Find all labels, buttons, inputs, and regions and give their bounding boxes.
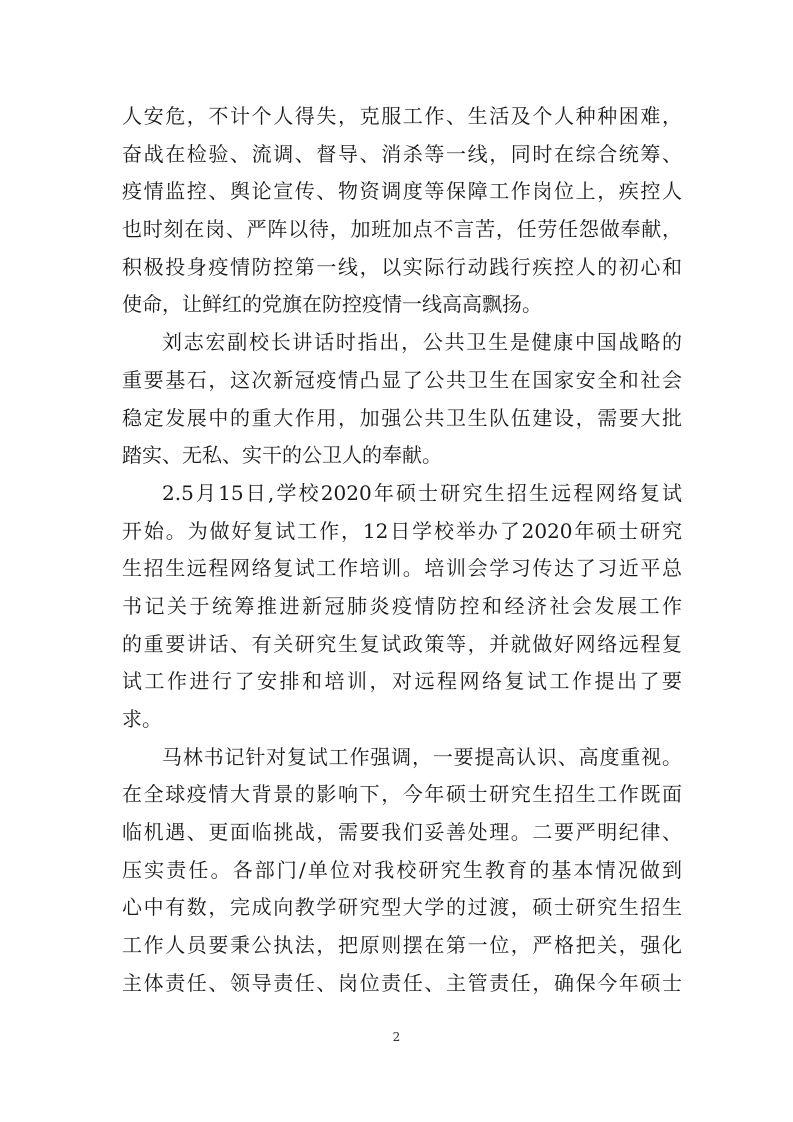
text-line: 主体责任、领导责任、岗位责任、主管责任，确保今年硕士 [122, 970, 682, 995]
text-line: 临机遇、更面临挑战，需要我们妥善处理。二要严明纪律、 [122, 820, 682, 845]
text-line: 人安危，不计个人得失，克服工作、生活及个人种种困难， [122, 104, 682, 128]
text-line: 刘志宏副校长讲话时指出，公共卫生是健康中国战略的 [162, 330, 682, 355]
text-line: 积极投身疫情防控第一线，以实际行动践行疾控人的初心和 [122, 254, 682, 279]
text-line: 踏实、无私、实干的公卫人的奉献。 [122, 443, 442, 468]
text-line: 压实责任。各部门/单位对我校研究生教育的基本情况做到 [122, 857, 682, 882]
text-line: 也时刻在岗、严阵以待，加班加点不言苦，任劳任怨做奉献， [122, 217, 682, 242]
text-line: 马林书记针对复试工作强调，一要提高认识、高度重视。 [162, 744, 682, 769]
text-line: 使命，让鲜红的党旗在防控疫情一线高高飘扬。 [122, 292, 542, 317]
body-text [122, 98, 682, 1003]
text-line: 求。 [122, 707, 162, 731]
text-line: 的重要讲话、有关研究生复试政策等，并就做好网络远程复 [122, 631, 682, 656]
text-line: 奋战在检验、流调、督导、消杀等一线，同时在综合统筹、 [122, 141, 682, 166]
text-line: 2.5月15日,学校2020年硕士研究生招生远程网络复试 [162, 480, 682, 505]
text-line: 书记关于统筹推进新冠肺炎疫情防控和经济社会发展工作 [122, 593, 682, 618]
text-line: 工作人员要秉公执法，把原则摆在第一位，严格把关，强化 [122, 933, 682, 958]
text-line: 在全球疫情大背景的影响下，今年硕士研究生招生工作既面 [122, 782, 682, 807]
text-line: 试工作进行了安排和培训，对远程网络复试工作提出了要 [122, 669, 682, 694]
text-line: 开始。为做好复试工作，12日学校举办了2020年硕士研究 [122, 518, 682, 543]
text-line: 稳定发展中的重大作用，加强公共卫生队伍建设，需要大批 [122, 405, 682, 430]
text-line: 重要基石，这次新冠疫情凸显了公共卫生在国家安全和社会 [122, 367, 682, 392]
text-line: 心中有数，完成向教学研究型大学的过渡，硕士研究生招生 [122, 895, 682, 920]
text-line: 疫情监控、舆论宣传、物资调度等保障工作岗位上，疾控人 [122, 179, 682, 204]
page-number: 2 [392, 1030, 401, 1044]
text-line: 生招生远程网络复试工作培训。培训会学习传达了习近平总 [122, 556, 682, 581]
